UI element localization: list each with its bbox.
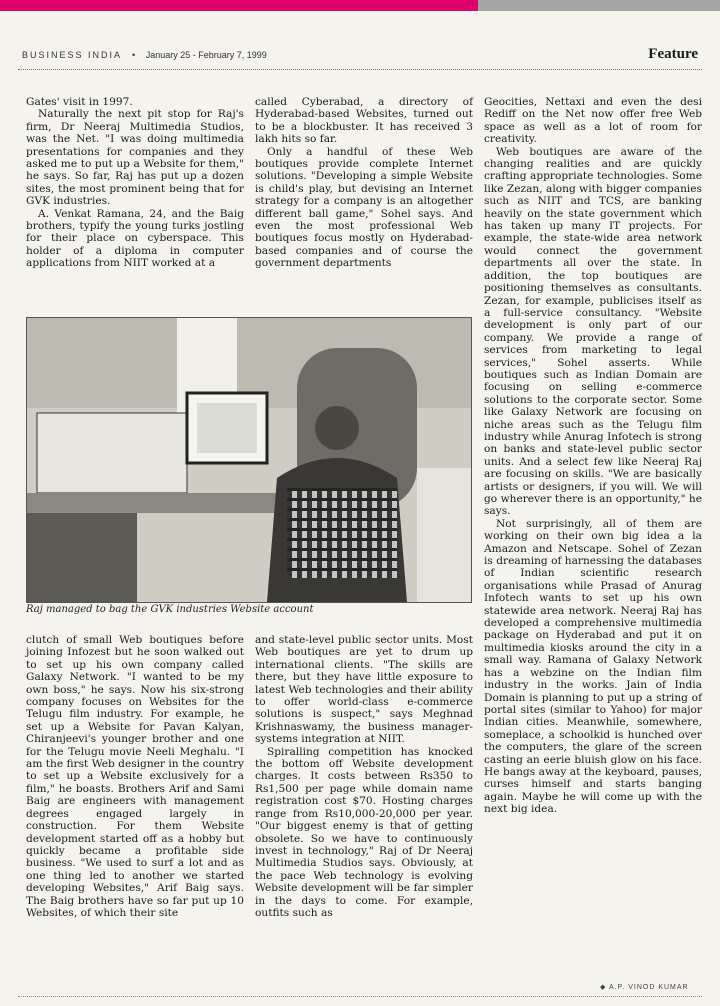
issue-date: January 25 - February 7, 1999 [145,50,267,60]
bullet-separator: • [132,50,136,60]
paragraph: Gates' visit in 1997. [26,96,133,108]
paragraph: Spiralling competition has knocked the bottom off Website development charges. It costs between Rs350 to Rs1,500 per page while domain name registration cost $70. Hosting charges range from Rs10,000-20,000 per year. "Our biggest enemy is that of getting obsolete. So we have to continuously invest in technology," Raj of Dr Neeraj Multimedia Studios says. Obviously, at the pace Web technology is evolving Website development will be far simpler in the days to come. For example, outfits such as [255,745,473,919]
paragraph: A. Venkat Ramana, 24, and the Baig brothers, typify the young turks jostling for their place on cyberspace. This holder of a diploma in computer applications from NIIT worked at a [26,207,244,270]
paragraph: Naturally the next pit stop for Raj's firm, Dr Neeraj Multimedia Studios, was the Net. "I was doing multimedia presentations for companies and they asked me to put up a Website for them," he says. So far, Raj has put up a dozen sites, the most prominent being that for GVK industries. [26,108,244,208]
paragraph: Web boutiques are aware of the changing realities and are quickly crafting appropriate technologies. Some like Zezan, along with bigger companies such as NIIT and TCS, are banking heavily on the state government which has taken up many IT projects. For example, the state-wide area network would connect the government departments all over the state. In addition, the top boutiques are positioning themselves as consultants. Zezan, for example, publicises itself as a full-service consultancy. "Website development is only part of our company. We provide a range of services from marketing to legal services," Sohel asserts. While boutiques such as Indian Domain are focusing on selling e-commerce solutions to the corporate sector. Some like Galaxy Network are focusing on niche areas such as the Telugu film industry while Anurag Infotech is strong on banks and state-level public sector units. And a select few like Neeraj Raj are focusing on skills. "We are basically artists or designers, if you will. We will go wherever there is an opportunity," he says. [484,145,702,518]
article-photo [26,317,472,603]
masthead [22,50,267,60]
header-divider [18,69,702,70]
footer-divider [18,996,702,997]
publication-name: BUSINESS INDIA [22,50,122,60]
section-label: Feature [648,46,698,62]
column-top-middle [255,96,473,270]
column-top-left [26,96,244,270]
column-right [484,96,702,816]
photo-credit: ◆ A.P. VINOD KUMAR [600,984,689,991]
paragraph: Only a handful of these Web boutiques provide complete Internet solutions. "Developing a simple Website is child's play, but devising an Internet strategy for a company is an altogether different ball game," Sohel says. And even the most professional Web boutiques focus mostly on Hyderabad-based companies and of course the government departments [255,145,473,270]
paragraph: Not surprisingly, all of them are working on their own big idea a la Amazon and Netscape. Sohel of Zezan is dreaming of harnessing the databases of Indian scientific research organisations while Prasad of Anurag Infotech wants to set up his own statewide area network. Neeraj Raj has developed a comprehensive multimedia package on Hyderabad and put it on multimedia kiosks around the city in a small way. Ramana of Galaxy Network has a webzine on the Indian film industry in the works. Jain of India Domain is planning to put up a string of portal sites (similar to Yahoo) for major Indian cities. Meanwhile, somewhere, someplace, a schoolkid is hunched over the computers, the glare of the screen casting an eerie bluish glow on his face. He bangs away at the keyboard, pauses, curses himself and starts banging again. Maybe he will come up with the next big idea. [484,517,702,816]
top-gray-bar [478,0,720,11]
paragraph: and state-level public sector units. Most Web boutiques are yet to drum up international clients. "The skills are there, but they have little exposure to latest Web technologies and their ability to offer world-class e-commerce solutions is suspect," says Meghnad Krishnaswamy, the business manager-systems integration at NIIT. [255,634,473,746]
paragraph: Geocities, Nettaxi and even the desi Rediff on the Net now offer free Web space as well as a lot of room for creativity. [484,96,702,146]
photo-illustration [27,318,471,602]
paragraph: called Cyberabad, a directory of Hyderabad-based Websites, turned out to be a blockbuster. It has received 3 lakh hits so far. [255,96,473,146]
photo-caption: Raj managed to bag the GVK industries Website account [26,604,314,615]
column-bottom-left [26,634,244,919]
paragraph: clutch of small Web boutiques before joining Infozest but he soon walked out to set up his own company called Galaxy Network. "I wanted to be my own boss," he says. Now his six-strong company focuses on Websites for the Telugu film industry. For example, he set up a Website for Pavan Kalyan, Chiranjeevi's younger brother and one for the Telugu movie Neeli Meghalu. "I am the first Web designer in the country to set up a Website exclusively for a film," he boasts. Brothers Arif and Sami Baig are engineers with management degrees engaged largely in construction. For them Website development started off as a hobby but quickly became a profitable side business. "We used to surf a lot and as one thing led to another we started developing Websites," Arif Baig says. The Baig brothers have so far put up 10 Websites, of which their site [26,634,244,919]
top-accent-bar [0,0,478,11]
column-bottom-middle [255,634,473,919]
